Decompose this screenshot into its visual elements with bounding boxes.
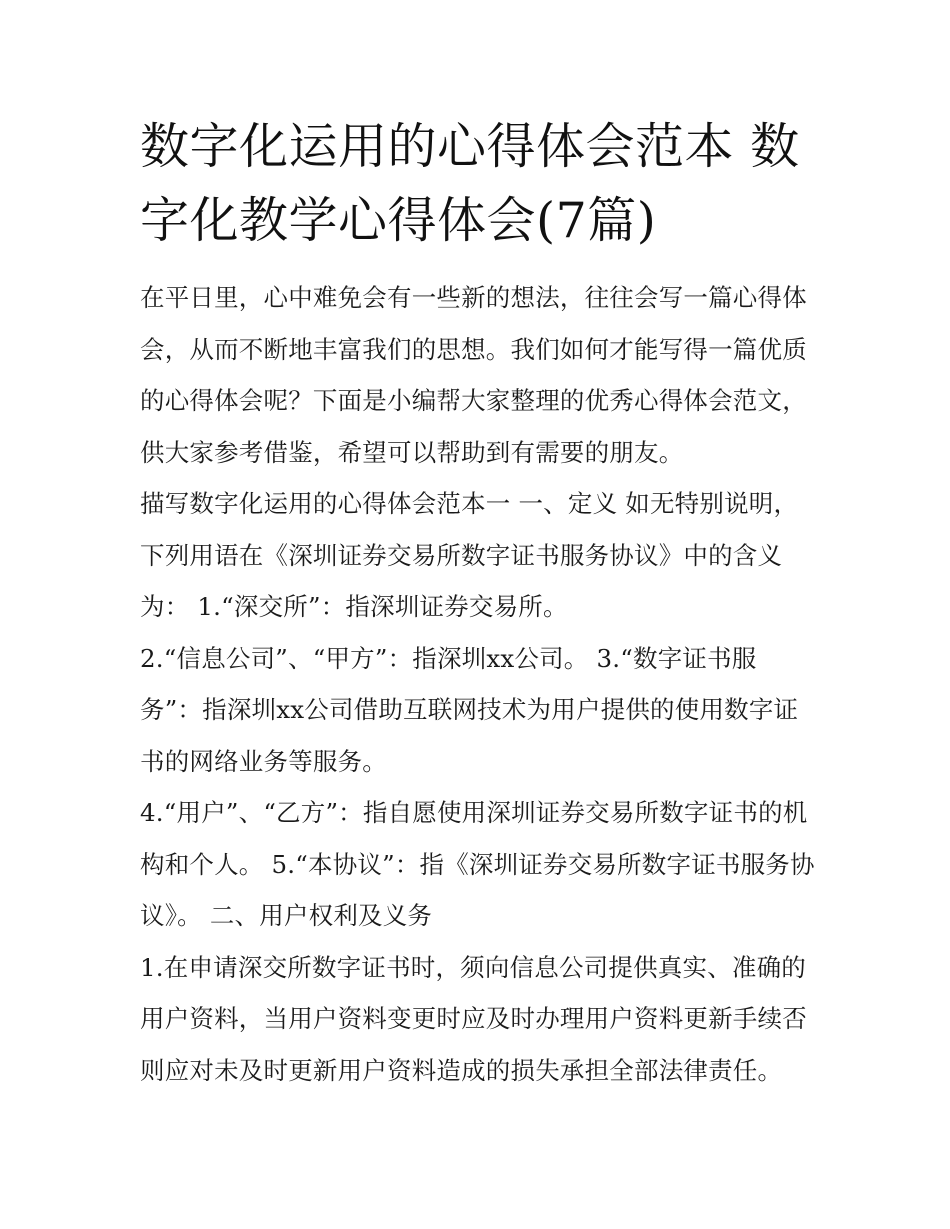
paragraph-definition-4-5: 4.“用户”、“乙方”：指自愿使用深圳证券交易所数字证书的机构和个人。 5.“本协议”：指《深圳证券交易所数字证书服务协议》。 二、用户权利及义务 bbox=[140, 798, 815, 930]
paragraph-intro: 在平日里，心中难免会有一些新的想法，往往会写一篇心得体会，从而不断地丰富我们的思想。我们如何才能写得一篇优质的心得体会呢？下面是小编帮大家整理的优秀心得体会范文，供大家参考借鉴，希望可以帮助到有需要的朋友。 bbox=[140, 283, 807, 467]
paragraph-user-obligations: 1.在申请深交所数字证书时，须向信息公司提供真实、准确的用户资料，当用户资料变更时应及时办理用户资料更新手续否则应对未及时更新用户资料造成的损失承担全部法律责任。 bbox=[140, 952, 807, 1085]
paragraph-definitions: 描写数字化运用的心得体会范本一 一、定义 如无特别说明，下列用语在《深圳证券交易所数字证书服务协议》中的含义为： 1.“深交所”：指深圳证券交易所。 bbox=[140, 489, 799, 621]
paragraph-definition-2-3: 2.“信息公司”、“甲方”：指深圳xx公司。 3.“数字证书服务”：指深圳xx公司借助互联网技术为用户提供的使用数字证书的网络业务等服务。 bbox=[140, 643, 799, 776]
document-content bbox=[140, 110, 815, 1096]
document-title: 数字化运用的心得体会范本 数字化教学心得体会(7篇) bbox=[140, 118, 800, 249]
